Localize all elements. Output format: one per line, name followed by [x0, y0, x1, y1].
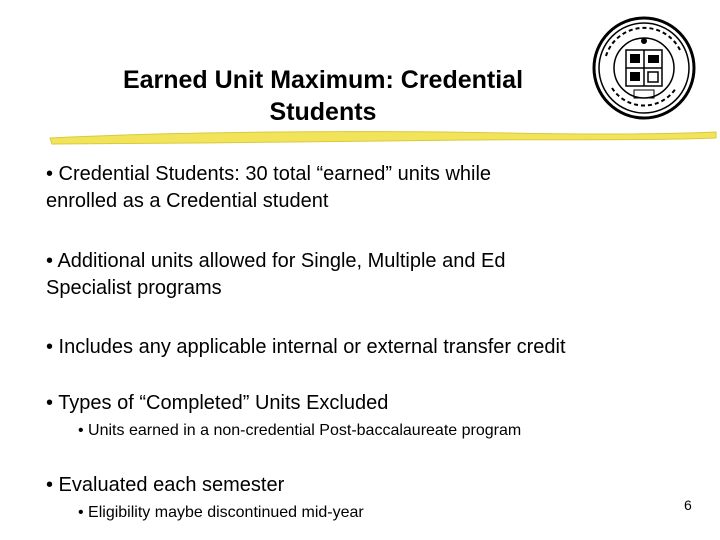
bullet-additional-units	[46, 248, 506, 302]
bullet-text: • Additional units allowed for Single, Multiple and Ed	[46, 250, 506, 272]
bullet-text: Specialist programs	[46, 277, 222, 299]
university-seal-icon	[592, 16, 696, 120]
bullet-credential-students	[46, 161, 491, 215]
bullet-text: • Types of “Completed” Units Excluded	[46, 392, 389, 414]
bullet-transfer-credit	[46, 334, 566, 361]
slide-title	[60, 64, 586, 128]
sub-bullet-eligibility: • Eligibility maybe discontinued mid-year	[78, 504, 364, 521]
page-number: 6	[684, 497, 692, 513]
bullet-evaluated-each-semester	[46, 472, 284, 499]
title-underline-brushstroke	[48, 126, 718, 146]
sub-bullet-post-bacc: • Units earned in a non-credential Post-baccalaureate program	[78, 422, 522, 439]
bullet-text: • Includes any applicable internal or external transfer credit	[46, 336, 566, 358]
bullet-completed-units-excluded	[46, 390, 388, 417]
title-line-2: Students	[269, 98, 377, 126]
bullet-text: • Evaluated each semester	[46, 474, 285, 496]
bullet-text: enrolled as a Credential student	[46, 190, 329, 212]
bullet-text: • Credential Students: 30 total “earned” units while	[46, 163, 492, 185]
title-line-1: Earned Unit Maximum: Credential	[122, 66, 524, 94]
